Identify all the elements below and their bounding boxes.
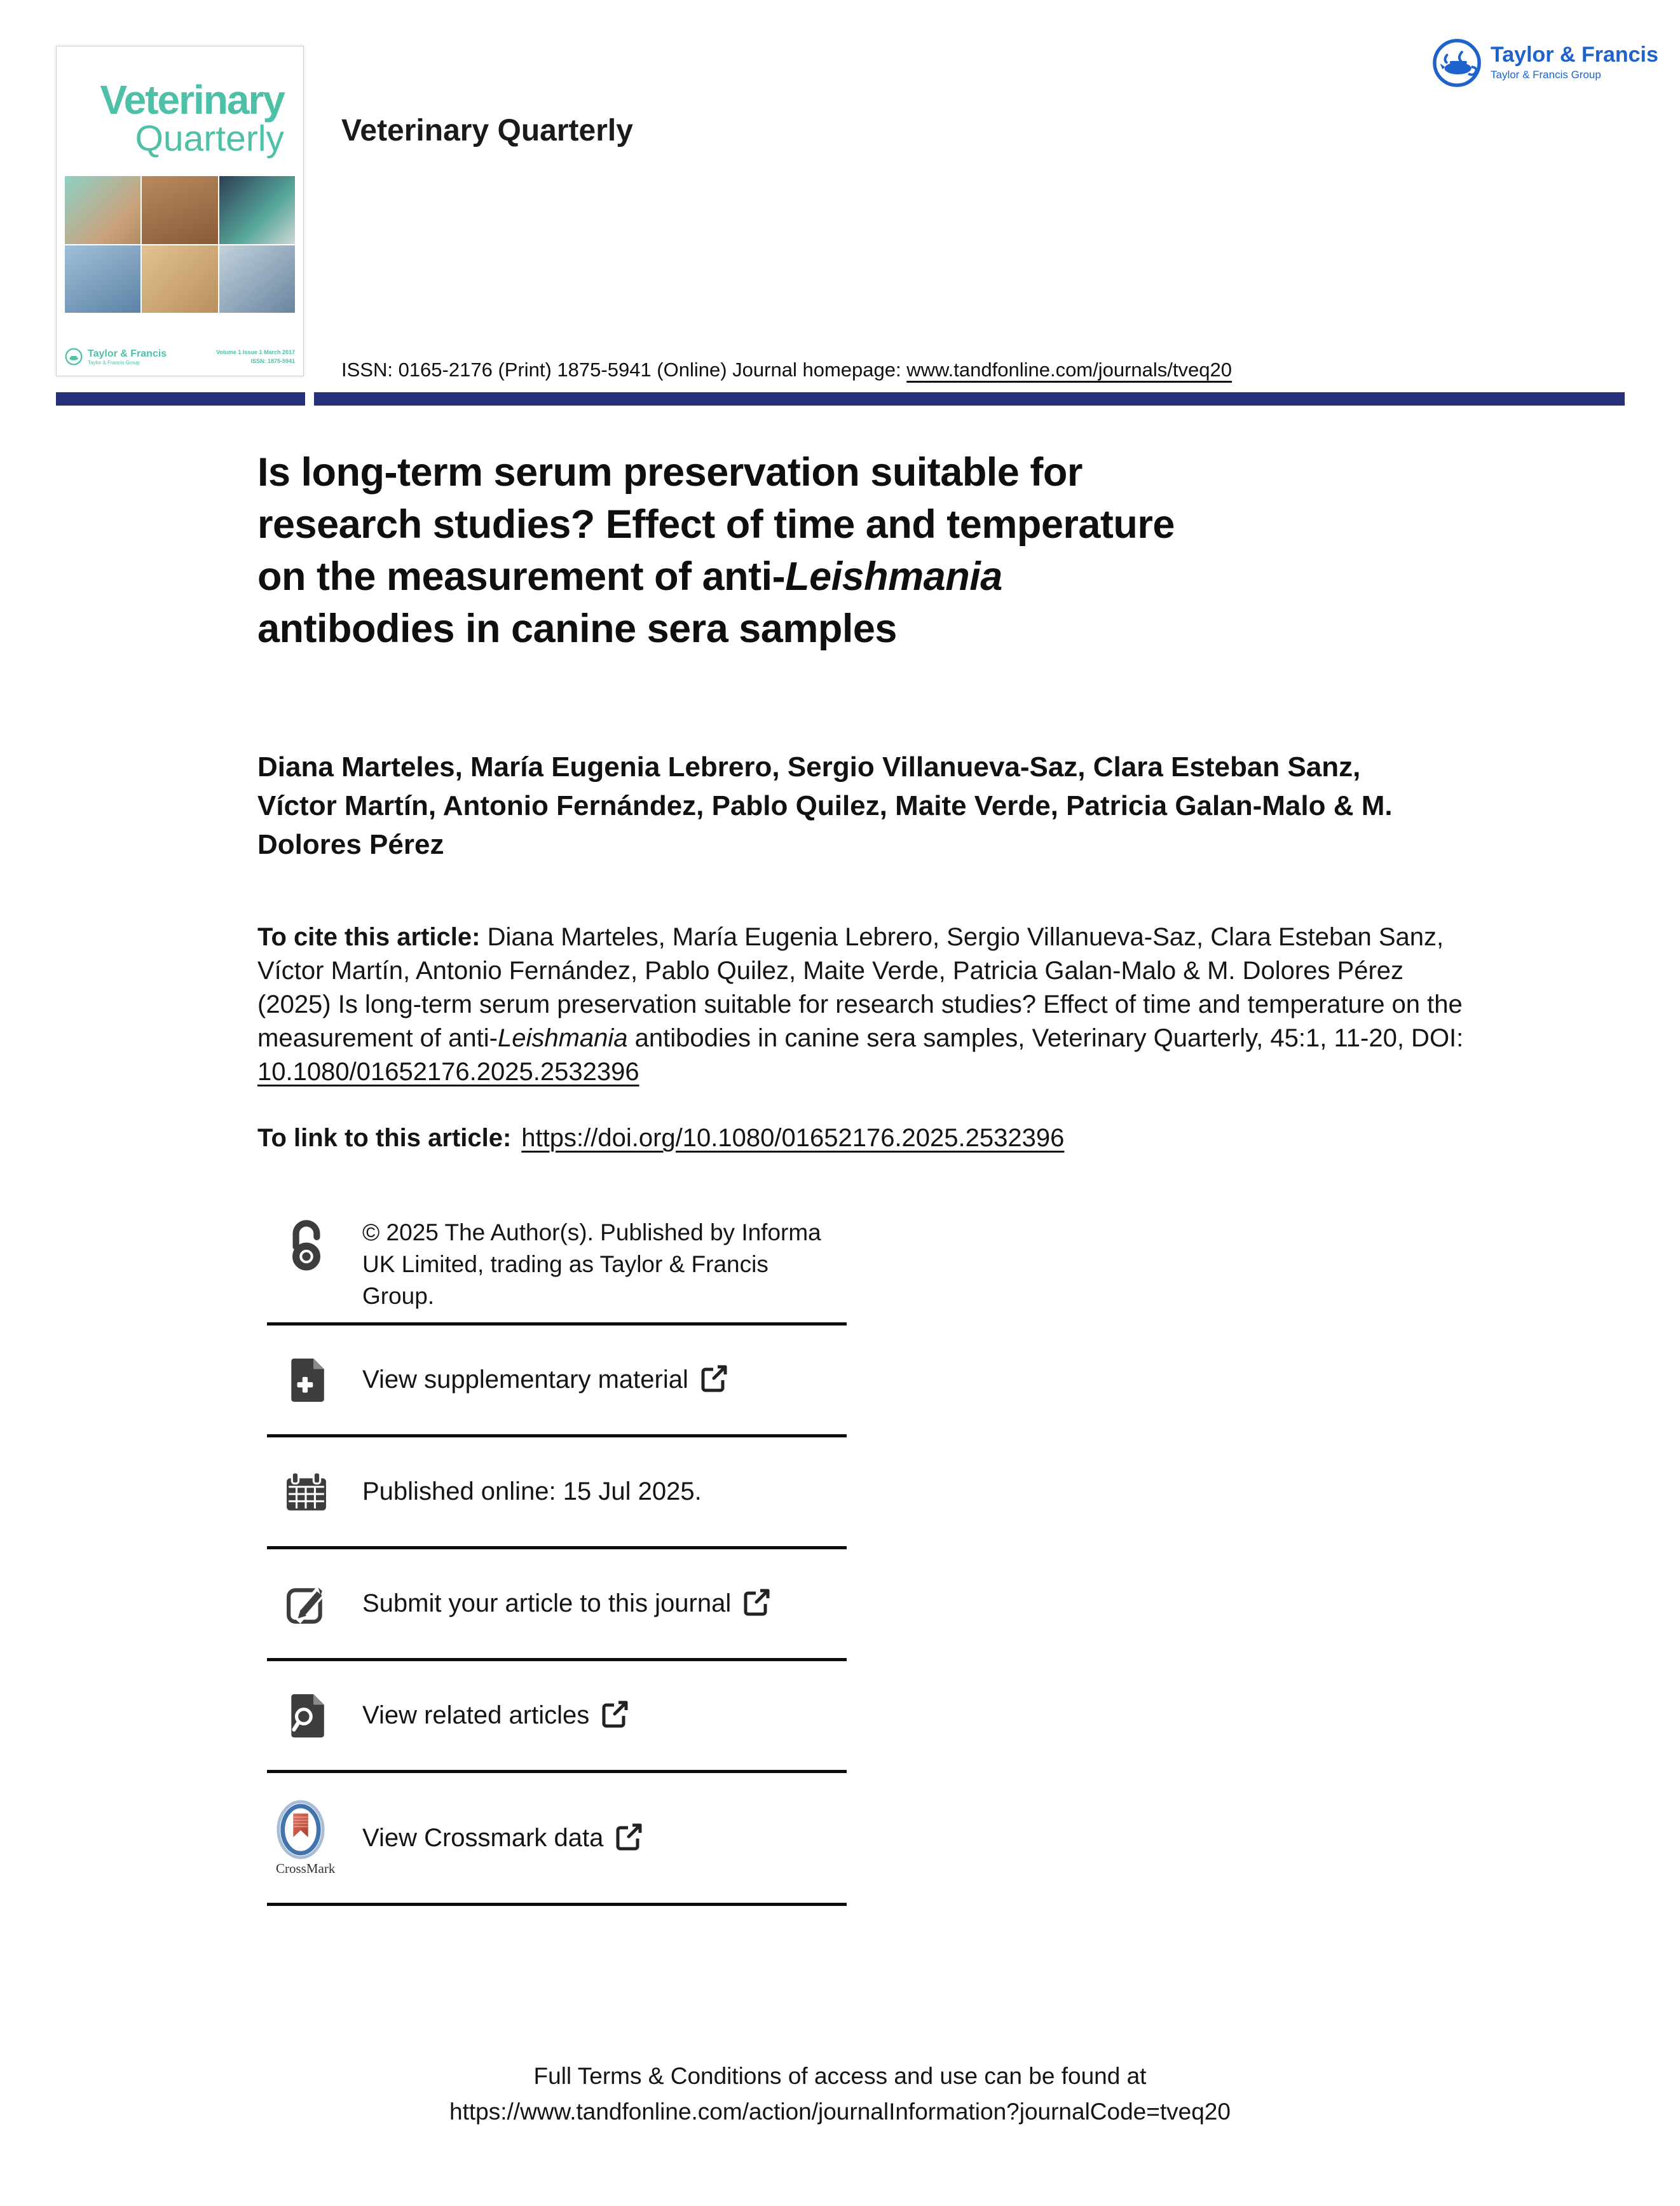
- view-crossmark-link[interactable]: [267, 1773, 847, 1906]
- citation-block: [257, 921, 1465, 1089]
- cover-issn-line: ISSN: 1875-5941: [250, 357, 295, 364]
- doi-url-link[interactable]: https://doi.org/10.1080/01652176.2025.2532396: [521, 1124, 1065, 1152]
- publisher-group: Taylor & Francis Group: [1491, 69, 1601, 81]
- taylor-francis-mini-lamp-icon: [65, 348, 83, 366]
- submit-pencil-icon: [283, 1583, 329, 1625]
- cover-photo-pigs: [142, 176, 217, 244]
- copyright-text: © 2025 The Author(s). Published by Informa UK Limited, trading as Taylor & Francis Group.: [362, 1219, 821, 1309]
- publisher-name: Taylor & Francis: [1491, 43, 1658, 67]
- cover-footer: [65, 348, 295, 366]
- link-label: To link to this article:: [257, 1124, 512, 1152]
- copyright-row: [267, 1213, 847, 1326]
- supplementary-label: View supplementary material: [362, 1366, 688, 1394]
- cite-label: To cite this article:: [257, 923, 481, 951]
- view-supplementary-link[interactable]: [267, 1326, 847, 1437]
- journal-homepage-link[interactable]: www.tandfonline.com/journals/tveq20: [906, 359, 1232, 381]
- external-link-icon: [700, 1364, 728, 1395]
- external-link-icon: [742, 1588, 770, 1619]
- crossmark-logo: [276, 1800, 352, 1877]
- related-label: View related articles: [362, 1701, 590, 1729]
- crossmark-icon: [276, 1800, 325, 1860]
- taylor-francis-logo: [1432, 38, 1658, 88]
- article-title-line2: research studies? Effect of time and temperature: [257, 502, 1175, 547]
- journal-cover: [56, 46, 304, 376]
- footer-terms-url: https://www.tandfonline.com/action/journalInformation?journalCode=tveq20: [449, 2099, 1231, 2125]
- cover-publisher: [65, 348, 167, 366]
- view-related-link[interactable]: [267, 1661, 847, 1773]
- supplementary-material-icon: [283, 1359, 329, 1402]
- cite-text-2: antibodies in canine sera samples, Veterinary Quarterly, 45:1, 11-20, DOI:: [627, 1024, 1464, 1052]
- journal-title: Veterinary Quarterly: [341, 114, 633, 147]
- article-title-line3-italic: Leishmania: [785, 554, 1002, 599]
- divider-bar-left: [56, 392, 305, 406]
- related-articles-icon: [283, 1694, 329, 1737]
- article-title-line4: antibodies in canine sera samples: [257, 606, 897, 651]
- external-link-icon: [601, 1700, 629, 1731]
- article-authors: Diana Marteles, María Eugenia Lebrero, Sergio Villanueva-Saz, Clara Esteban Sanz, Víctor Martín, Antonio Fernández, Pablo Quilez, Maite Verde, Patricia Galan-Malo & M. Dolores Pérez: [257, 751, 1393, 860]
- article-title-line3: [257, 551, 1465, 603]
- published-online-row: [267, 1437, 847, 1549]
- crossmark-label: View Crossmark data: [362, 1823, 604, 1852]
- cover-publisher-group: Taylor & Francis Group: [88, 359, 140, 366]
- article-title-line3-plain: on the measurement of anti-: [257, 554, 786, 599]
- cover-volume-info: [216, 348, 295, 366]
- cover-photo-cat: [65, 176, 140, 244]
- cover-title-line2: Quarterly: [135, 118, 284, 159]
- cover-publisher-name: Taylor & Francis: [88, 348, 167, 359]
- calendar-icon: [283, 1472, 329, 1512]
- cover-photo-retriever: [142, 245, 217, 313]
- submit-label: Submit your article to this journal: [362, 1589, 732, 1617]
- cite-text-1: Diana Marteles, María Eugenia Lebrero, Sergio Villanueva-Saz, Clara Esteban Sanz, Víctor Martín, Antonio Fernández, Pablo Quilez, Maite Verde, Patricia Galan-Malo & M. Dolores Pérez (2025) Is long-term serum preservation suitable for research studies? Effect of time and temperature on the measurement of anti-: [257, 923, 1463, 1052]
- actions-list: [267, 1213, 847, 1906]
- open-access-icon: [283, 1217, 329, 1271]
- cite-text-italic: Leishmania: [497, 1024, 628, 1052]
- cover-photo-otoscope: [65, 245, 140, 313]
- divider-bar-right: [314, 392, 1625, 406]
- taylor-francis-lamp-icon: [1432, 38, 1482, 88]
- issn-line: [341, 359, 1232, 381]
- issn-text: ISSN: 0165-2176 (Print) 1875-5941 (Online) Journal homepage:: [341, 359, 907, 381]
- external-link-icon: [615, 1823, 643, 1854]
- cover-photo-grid: [65, 176, 295, 313]
- article-title: [257, 446, 1465, 655]
- submit-article-link[interactable]: [267, 1549, 847, 1661]
- cover-title: [57, 79, 303, 157]
- footer-terms: [0, 2059, 1680, 2130]
- doi-link[interactable]: 10.1080/01652176.2025.2532396: [257, 1058, 639, 1086]
- cover-photo-xray-dog: [219, 176, 295, 244]
- published-online-label: Published online: 15 Jul 2025.: [362, 1477, 702, 1505]
- cover-publisher-text: [88, 348, 167, 366]
- article-title-line1: Is long-term serum preservation suitable for: [257, 450, 1082, 495]
- taylor-francis-wordmark: [1491, 38, 1658, 81]
- footer-line1: Full Terms & Conditions of access and use can be found at: [533, 2063, 1147, 2089]
- crossmark-caption: CrossMark: [276, 1860, 336, 1876]
- cover-title-line1: Veterinary: [100, 77, 284, 123]
- cover-volume-line: Volume 1 Issue 1 March 2017: [216, 349, 295, 355]
- article-link-line: [257, 1124, 1064, 1153]
- cover-photo-cow: [219, 245, 295, 313]
